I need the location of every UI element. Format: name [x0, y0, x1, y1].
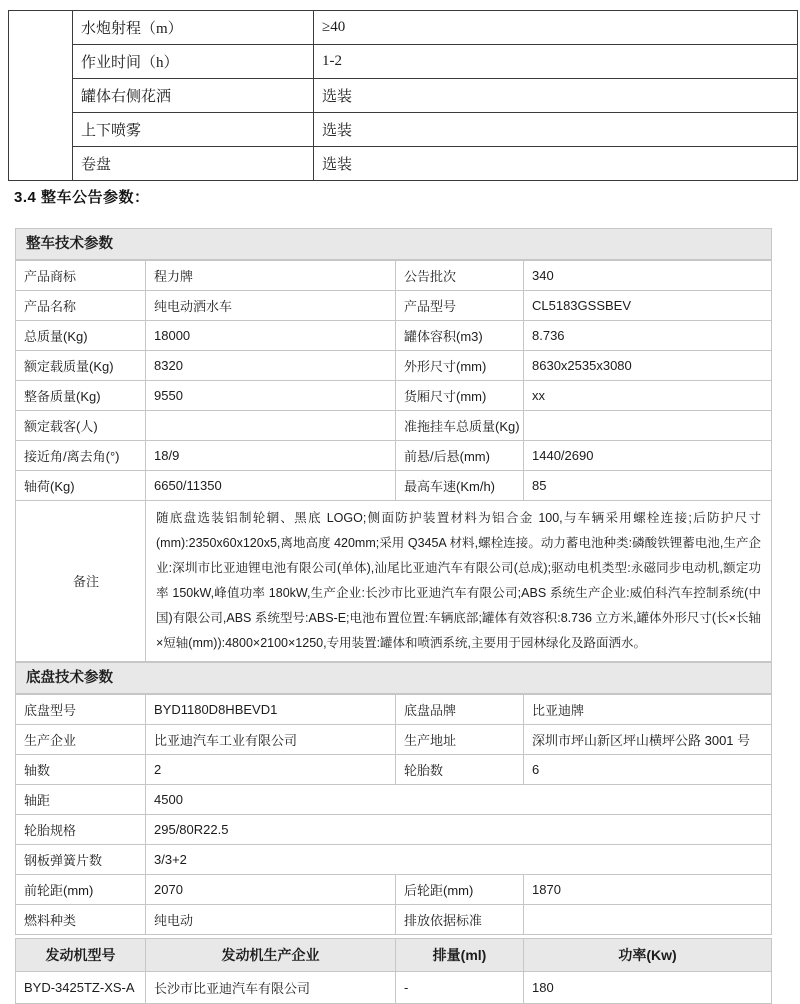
remark-label: 备注: [73, 573, 100, 589]
param-label: 产品型号: [396, 291, 524, 321]
continuation-cell: [9, 11, 73, 181]
param-value: 2: [146, 755, 396, 785]
chassis-params-header: 底盘技术参数: [15, 662, 772, 694]
engine-header: 排量(ml): [396, 939, 524, 972]
table-row: [16, 905, 772, 935]
sprinkler-options-table: [8, 10, 798, 181]
param-value: 8630x2535x3080: [524, 351, 772, 381]
param-label: 生产地址: [396, 725, 524, 755]
param-value: 295/80R22.5: [146, 815, 772, 845]
param-value: 85: [524, 471, 772, 501]
table-row: [9, 79, 798, 113]
param-label: 前悬/后悬(mm): [396, 441, 524, 471]
engine-header-row: [16, 939, 772, 972]
param-value: BYD1180D8HBEVD1: [146, 695, 396, 725]
param-label: 产品商标: [16, 261, 146, 291]
param-label: 外形尺寸(mm): [396, 351, 524, 381]
param-value: 比亚迪汽车工业有限公司: [146, 725, 396, 755]
param-label: 燃料种类: [16, 905, 146, 935]
param-label: 货厢尺寸(mm): [396, 381, 524, 411]
param-label: 公告批次: [396, 261, 524, 291]
param-label: 钢板弹簧片数: [16, 845, 146, 875]
param-label: 排放依据标准: [396, 905, 524, 935]
param-value: 1-2: [314, 45, 798, 79]
param-value: 2070: [146, 875, 396, 905]
param-label: 产品名称: [16, 291, 146, 321]
param-value: 6: [524, 755, 772, 785]
param-value: 8320: [146, 351, 396, 381]
param-label: 总质量(Kg): [16, 321, 146, 351]
table-row: [16, 725, 772, 755]
param-label: 最高车速(Km/h): [396, 471, 524, 501]
table-row: [16, 351, 772, 381]
param-value: 纯电动: [146, 905, 396, 935]
table-row: [16, 291, 772, 321]
param-value: 6650/11350: [146, 471, 396, 501]
param-label: 前轮距(mm): [16, 875, 146, 905]
param-value: 3/3+2: [146, 845, 772, 875]
table-row: [9, 45, 798, 79]
table-row: [16, 471, 772, 501]
param-value: ≥40: [314, 11, 798, 45]
engine-header: 功率(Kw): [524, 939, 772, 972]
param-value: 选装: [314, 147, 798, 181]
param-label: 额定载质量(Kg): [16, 351, 146, 381]
param-value: 选装: [314, 79, 798, 113]
param-label: 底盘品牌: [396, 695, 524, 725]
table-row: [16, 785, 772, 815]
engine-header: 发动机生产企业: [146, 939, 396, 972]
param-value: 深圳市坪山新区坪山横坪公路 3001 号: [524, 725, 772, 755]
param-value: CL5183GSSBEV: [524, 291, 772, 321]
param-value: 180: [524, 972, 772, 1004]
param-label: 轴距: [16, 785, 146, 815]
table-row: [16, 411, 772, 441]
param-value: 4500: [146, 785, 772, 815]
param-label: 轴荷(Kg): [16, 471, 146, 501]
table-row: [16, 695, 772, 725]
param-label: 生产企业: [16, 725, 146, 755]
param-label: 水炮射程（m）: [73, 11, 314, 45]
param-label: -: [396, 972, 524, 1004]
vehicle-params-header: 整车技术参数: [15, 228, 772, 260]
table-row: [16, 845, 772, 875]
param-label: 轴数: [16, 755, 146, 785]
param-label: 接近角/离去角(°): [16, 441, 146, 471]
engine-params-table: [15, 938, 772, 1004]
param-label: 整备质量(Kg): [16, 381, 146, 411]
param-value: 18000: [146, 321, 396, 351]
param-value: [146, 411, 396, 441]
chassis-params-table: [15, 694, 772, 935]
param-value: 选装: [314, 113, 798, 147]
param-label: 底盘型号: [16, 695, 146, 725]
table-row: [16, 755, 772, 785]
table-row: [9, 113, 798, 147]
param-label: 罐体右侧花洒: [73, 79, 314, 113]
param-value: xx: [524, 381, 772, 411]
param-label: 额定载客(人): [16, 411, 146, 441]
param-value: 程力牌: [146, 261, 396, 291]
param-value: 1870: [524, 875, 772, 905]
table-row: [16, 441, 772, 471]
param-label: 卷盘: [73, 147, 314, 181]
vehicle-params-table: [15, 260, 772, 662]
param-value: 18/9: [146, 441, 396, 471]
remark-text: 随底盘选装铝制轮辋、黑底 LOGO;侧面防护装置材料为铝合金 100,与车辆采用螺栓连接;后防护尺寸(mm):2350x60x120x5,离地高度 420mm;采用 Q345A 材料,螺栓连接。动力蓄电池种类:磷酸铁锂蓄电池,生产企业:深圳市比亚迪锂电池有限公司(单体),汕尾比亚迪汽车有限公司(总成);驱动电机类型:永磁同步电动机,额定功率 150kW,峰值功率 180kW,生产企业:长沙市比亚迪汽车有限公司;ABS 系统生产企业:威伯科汽车控制系统(中国)有限公司,ABS 系统型号:ABS-E;电池布置位置:车辆底部;罐体有效容积:8.736 立方米,罐体外形尺寸(长×长轴×短轴(mm)):4800×2100×1250,专用装置:罐体和喷洒系统,主要用于园林绿化及路面洒水。: [146, 501, 772, 662]
param-value: 9550: [146, 381, 396, 411]
announcement-parameters: [15, 228, 772, 1004]
param-value: 纯电动洒水车: [146, 291, 396, 321]
table-row: [16, 321, 772, 351]
param-value: 比亚迪牌: [524, 695, 772, 725]
table-row: [16, 875, 772, 905]
section-heading: 3.4 整车公告参数：: [14, 189, 150, 206]
param-value: [524, 905, 772, 935]
param-value: 1440/2690: [524, 441, 772, 471]
table-row: [16, 261, 772, 291]
table-row: [16, 815, 772, 845]
param-label: 上下喷雾: [73, 113, 314, 147]
table-row: [9, 147, 798, 181]
table-row: [9, 11, 798, 45]
param-label: 准拖挂车总质量(Kg): [396, 411, 524, 441]
param-label: 作业时间（h）: [73, 45, 314, 79]
param-value: 8.736: [524, 321, 772, 351]
remark-label-cell: [16, 501, 146, 662]
param-value: 长沙市比亚迪汽车有限公司: [146, 972, 396, 1004]
param-label: BYD-3425TZ-XS-A: [16, 972, 146, 1004]
table-row: [16, 972, 772, 1004]
param-label: 轮胎规格: [16, 815, 146, 845]
engine-header: 发动机型号: [16, 939, 146, 972]
table-row: [16, 381, 772, 411]
param-label: 后轮距(mm): [396, 875, 524, 905]
remark-row: [16, 501, 772, 662]
param-value: 340: [524, 261, 772, 291]
param-label: 罐体容积(m3): [396, 321, 524, 351]
param-label: 轮胎数: [396, 755, 524, 785]
param-value: [524, 411, 772, 441]
